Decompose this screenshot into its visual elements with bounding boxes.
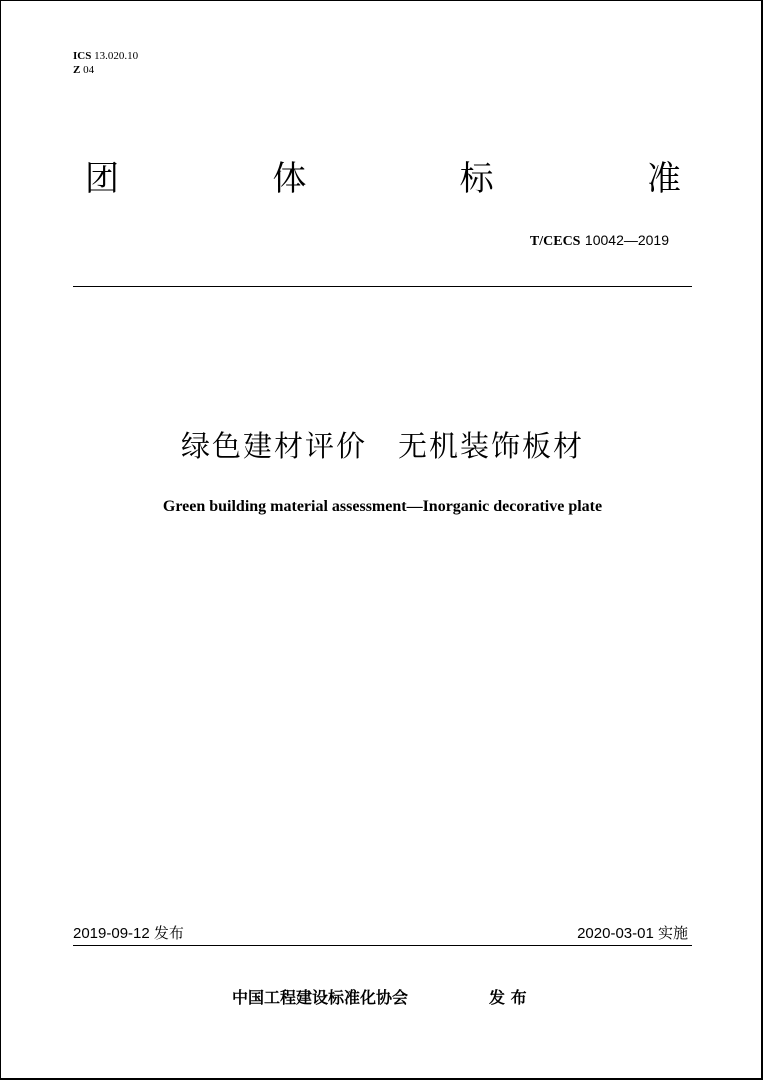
standard-type-char: 体 [272, 159, 307, 199]
english-title: Green building material assessment—Inorganic decorative plate [162, 498, 603, 515]
standard-code [530, 232, 669, 250]
z-label: Z [73, 64, 81, 76]
standard-type-heading [85, 157, 681, 201]
standard-code-number: 10042—2019 [584, 232, 669, 248]
ics-label: ICS [73, 50, 92, 62]
publisher-name: 中国工程建设标准化协会 [232, 988, 409, 1007]
z-value: 04 [83, 64, 95, 76]
chinese-title: 绿色建材评价 无机装饰板材 [180, 429, 584, 463]
implementation-date: 2020-03-01 实施 [577, 925, 688, 942]
top-divider [73, 286, 692, 287]
standard-type-char: 标 [459, 159, 494, 199]
ics-row [73, 49, 138, 63]
standard-code-prefix: T/CECS [529, 234, 581, 249]
publish-label: 发 布 [489, 988, 527, 1007]
z-row [73, 63, 138, 77]
standard-type-char: 团 [85, 159, 119, 199]
issue-date: 2019-09-12 发布 [73, 925, 184, 942]
standard-type-char: 准 [646, 159, 681, 199]
bottom-divider [73, 945, 692, 946]
classification-codes [73, 49, 138, 77]
ics-value: 13.020.10 [94, 50, 139, 62]
